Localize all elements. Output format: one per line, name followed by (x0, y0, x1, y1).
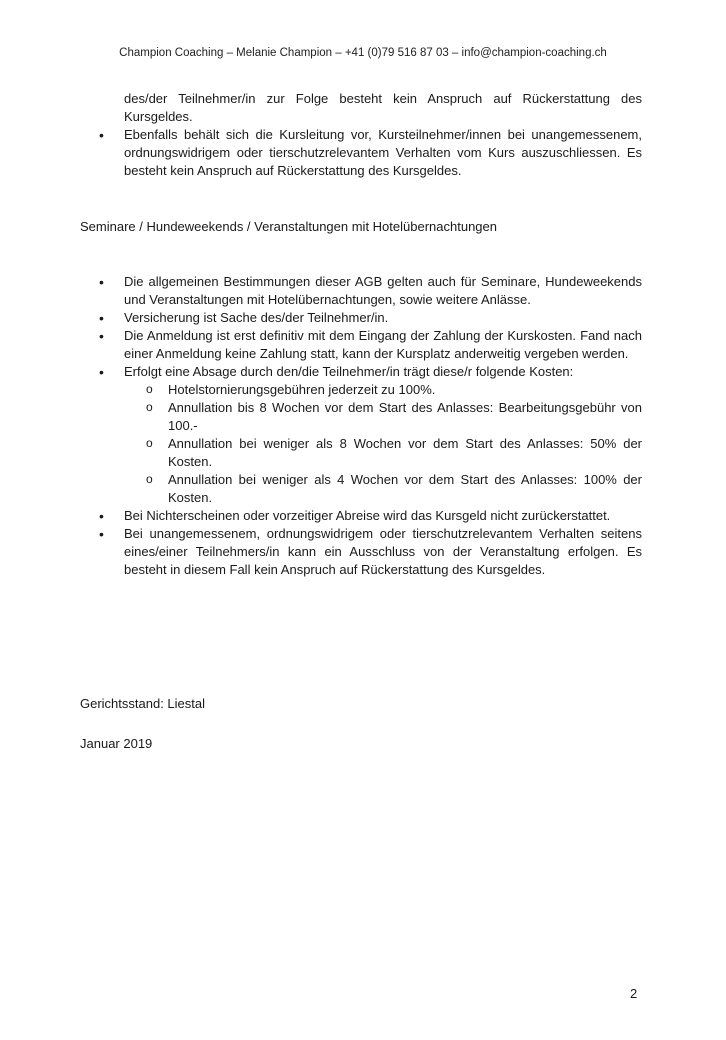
sublist-item: o Annullation bis 8 Wochen vor dem Start des Anlasses: Bearbeitungsgebühr von 100.- (124, 399, 642, 435)
sublist-item: o Annullation bei weniger als 4 Wochen vor dem Start des Anlasses: 100% der Kosten. (124, 471, 642, 507)
page-number: 2 (630, 986, 638, 1001)
page-header: Champion Coaching – Melanie Champion – +41 (0)79 516 87 03 – info@champion-coaching.ch (119, 47, 607, 59)
list-item: • Bei unangemessenem, ordnungswidrigem oder tierschutzrelevantem Verhalten seitens eines/einer Teilnehmers/in kann ein Ausschluss von der Veranstaltung erfolgen. Es besteht in diesem Fall kein Anspruch auf Rückerstattung des Kursgeldes. (80, 525, 642, 579)
document-date: Januar 2019 (80, 736, 153, 751)
section-title: Seminare / Hundeweekends / Veranstaltungen mit Hotelübernachtungen (80, 219, 497, 234)
list-item: • Versicherung ist Sache des/der Teilnehmer/in. (80, 309, 642, 327)
list-item (80, 363, 642, 507)
sublist-item: o Annullation bei weniger als 8 Wochen vor dem Start des Anlasses: 50% der Kosten. (124, 435, 642, 471)
list-item: • Ebenfalls behält sich die Kursleitung vor, Kursteilnehmer/innen bei unangemessenem, ordnungswidrigem oder tierschutzrelevantem Verhalten vom Kurs auszuschliessen. Es besteht kein Anspruch auf Rückerstattung des Kursgeldes. (80, 126, 642, 180)
seminar-terms (80, 273, 642, 579)
sublist-item: o Hotelstornierungsgebühren jederzeit zu 100%. (124, 381, 642, 399)
list-item: • Die allgemeinen Bestimmungen dieser AGB gelten auch für Seminare, Hundeweekends und Veranstaltungen mit Hotelübernachtungen, sowie weitere Anlässe. (80, 273, 642, 309)
cancellation-intro: Erfolgt eine Absage durch den/die Teilnehmer/in trägt diese/r folgende Kosten: (124, 364, 574, 379)
continued-section (80, 90, 642, 180)
seminar-bullet-list (80, 273, 642, 579)
continued-list (80, 90, 642, 180)
cancellation-sublist (124, 381, 642, 507)
list-item: • Bei Nichterscheinen oder vorzeitiger Abreise wird das Kursgeld nicht zurückerstattet. (80, 507, 642, 525)
continued-item-text: des/der Teilnehmer/in zur Folge besteht kein Anspruch auf Rückerstattung des Kursgeldes. (124, 91, 642, 124)
jurisdiction: Gerichtsstand: Liestal (80, 696, 206, 711)
list-item: • Die Anmeldung ist erst definitiv mit dem Eingang der Zahlung der Kurskosten. Fand nach einer Anmeldung keine Zahlung statt, kann der Kursplatz anderweitig vergeben werden. (80, 327, 642, 363)
